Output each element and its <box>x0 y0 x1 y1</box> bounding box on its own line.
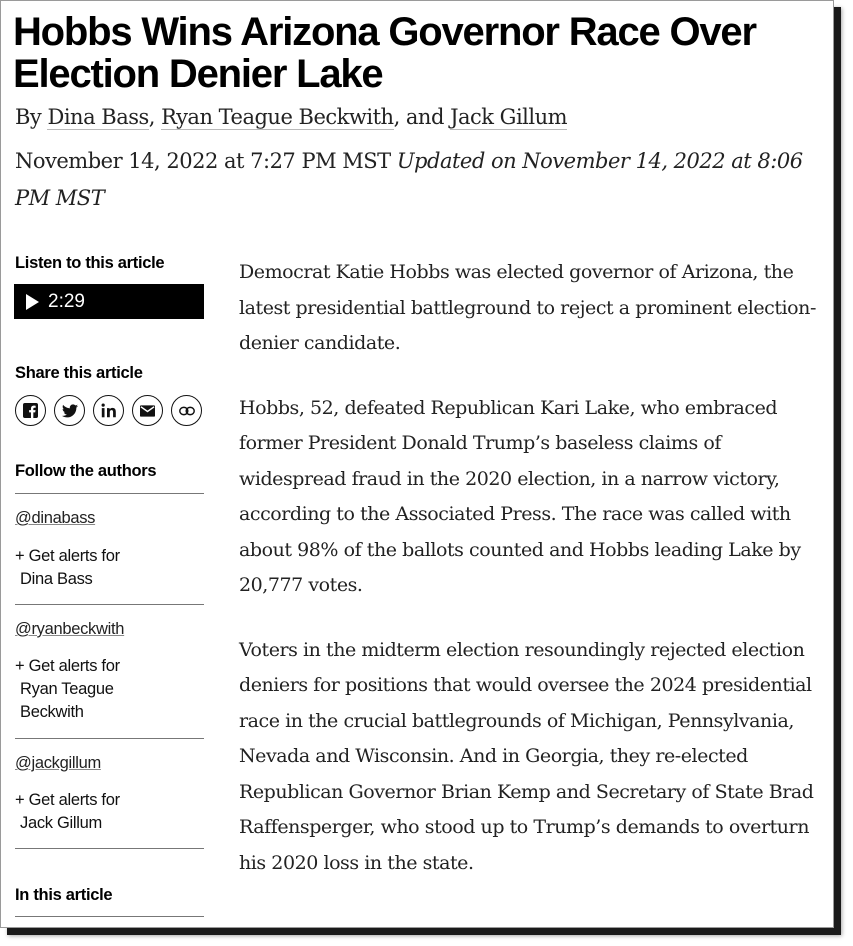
alert-label: + Get alerts for <box>15 791 120 809</box>
article-paragraph: Voters in the midterm election resoundingly rejected election deniers for positions that would oversee the 2024 presidential race in the crucial battlegrounds of Michigan, Pennsylvania, Nevada and Wisconsin. And in Georgia, they re-elected Republican Governor Brian Kemp and Secretary of State Brad Raffensperger, who stood up to Trump’s demands to overturn his 2020 loss in the state. <box>239 638 814 874</box>
divider <box>15 848 204 849</box>
listen-heading: Listen to this article <box>15 254 165 272</box>
follow-authors-heading: Follow the authors <box>15 462 157 480</box>
article-body <box>239 255 829 910</box>
author-handle-jackgillum[interactable]: @jackgillum <box>15 754 101 772</box>
byline-prefix: By <box>15 105 48 129</box>
share-facebook-button[interactable] <box>15 395 46 426</box>
author-handle-dinabass[interactable]: @dinabass <box>15 509 96 527</box>
article-paragraph: Democrat Katie Hobbs was elected governor of Arizona, the latest presidential battleground to reject a prominent election-denier candidate. <box>239 261 816 354</box>
author-link-jack-gillum[interactable]: Jack Gillum <box>450 105 568 129</box>
play-icon <box>26 294 39 310</box>
get-alerts-jack-gillum-button[interactable] <box>15 789 204 835</box>
author-handle-ryanbeckwith[interactable]: @ryanbeckwith <box>15 620 125 638</box>
byline-separator: , and <box>393 105 451 129</box>
author-link-dina-bass[interactable]: Dina Bass <box>47 105 149 129</box>
divider <box>15 604 204 605</box>
share-linkedin-button[interactable] <box>93 395 124 426</box>
divider <box>15 738 204 739</box>
byline <box>15 105 567 129</box>
byline-separator: , <box>148 105 162 129</box>
alert-author-name: Ryan Teague Beckwith <box>20 680 114 721</box>
share-heading: Share this article <box>15 364 143 382</box>
author-link-ryan-teague-beckwith[interactable]: Ryan Teague Beckwith <box>161 105 394 129</box>
published-date: November 14, 2022 at 7:27 PM MST <box>15 149 391 173</box>
share-email-button[interactable] <box>132 395 163 426</box>
divider <box>15 493 204 494</box>
divider <box>15 916 204 917</box>
linkedin-icon <box>101 403 117 418</box>
article-paragraph: Hobbs, 52, defeated Republican Kari Lake, who embraced former President Donald Trump’s baseless claims of widespread fraud in the 2020 election, in a narrow victory, according to the Associated Press. The race was called with about 98% of the ballots counted and Hobbs leading Lake by 20,777 votes. <box>239 396 801 596</box>
link-icon <box>179 406 195 416</box>
alert-author-name: Jack Gillum <box>20 814 102 832</box>
get-alerts-ryan-teague-beckwith-button[interactable] <box>15 655 204 724</box>
share-buttons <box>15 395 202 426</box>
get-alerts-dina-bass-button[interactable] <box>15 545 204 591</box>
alert-author-name: Dina Bass <box>20 570 93 588</box>
twitter-icon <box>62 404 78 418</box>
updated-date: Updated on November 14, 2022 at 8:06 PM MST <box>15 149 803 210</box>
facebook-icon <box>23 403 38 418</box>
alert-label: + Get alerts for <box>15 547 120 565</box>
audio-duration: 2:29 <box>48 290 85 312</box>
copy-link-button[interactable] <box>171 395 202 426</box>
article-headline: Hobbs Wins Arizona Governor Race Over Election Denier Lake <box>13 10 756 96</box>
dateline <box>15 143 820 217</box>
email-icon <box>140 405 155 417</box>
share-twitter-button[interactable] <box>54 395 85 426</box>
in-this-article-heading: In this article <box>15 886 113 904</box>
alert-label: + Get alerts for <box>15 657 120 675</box>
play-audio-button[interactable] <box>14 284 204 319</box>
